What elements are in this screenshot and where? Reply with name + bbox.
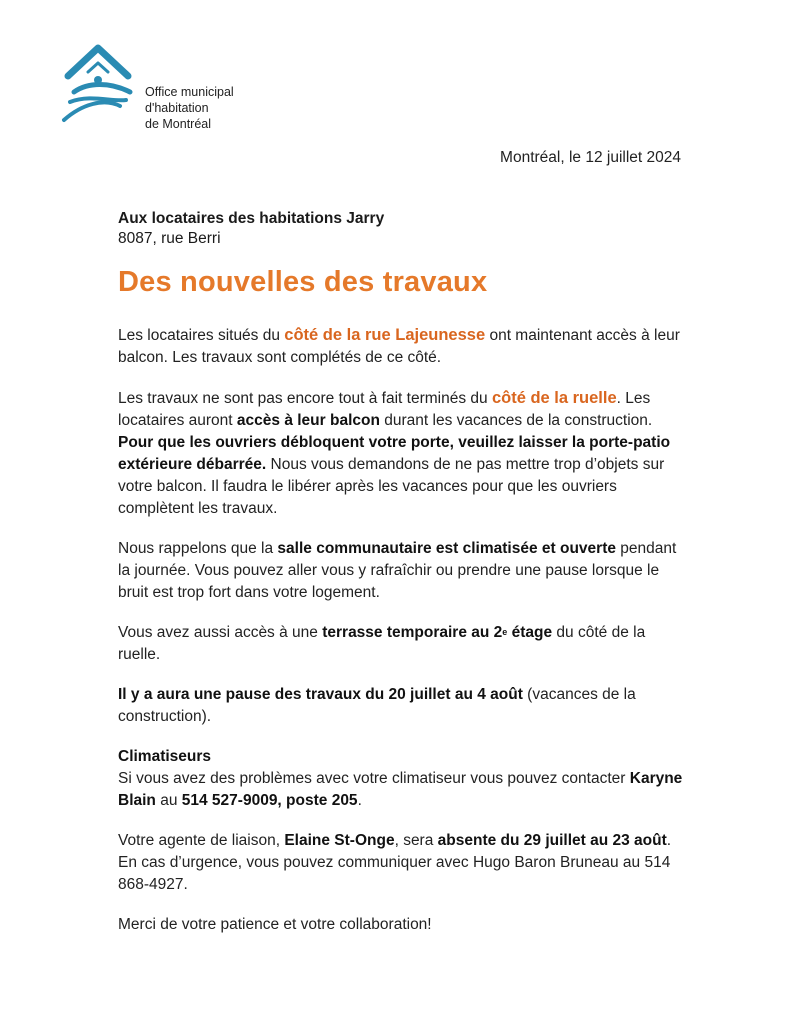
paragraph	[118, 746, 690, 812]
paragraph	[118, 622, 690, 666]
text: .	[357, 792, 362, 809]
bold-text: Pour que les ouvriers débloquent votre porte, veuillez laisser la porte-patio extérieure débarrée.	[118, 434, 671, 473]
recipient-name: Aux locataires des habitations Jarry	[118, 210, 385, 227]
text: . Les locataires auront	[118, 390, 651, 429]
paragraph	[118, 538, 690, 604]
paragraph	[118, 684, 690, 728]
omhm-logo-icon	[60, 42, 136, 126]
bold-text: accès à leur balcon	[236, 412, 380, 429]
recipient-address: 8087, rue Berri	[118, 230, 221, 247]
page-title: Des nouvelles des travaux	[118, 266, 488, 298]
text: du côté de la ruelle.	[118, 624, 646, 663]
org-line: d'habitation	[145, 101, 209, 115]
text: Nous vous demandons de ne pas mettre trop d’objets sur votre balcon. Il faudra le libérer après les vacances pour que les ouvriers complètent les travaux.	[118, 456, 665, 517]
bold-text	[322, 624, 552, 641]
text: Votre agente de liaison,	[118, 832, 285, 849]
text: Les travaux ne sont pas encore tout à fait terminés du	[118, 390, 492, 407]
superscript: e	[502, 627, 508, 637]
bold-text: Karyne Blain	[118, 770, 683, 809]
text: terrasse temporaire au 2	[322, 624, 503, 641]
section-heading: Climatiseurs	[118, 748, 212, 765]
text: pendant la journée. Vous pouvez aller vous y rafraîchir ou prendre une pause lorsque le bruit est trop fort dans votre logement.	[118, 540, 677, 601]
recipient-block	[118, 209, 384, 249]
bold-text: 514 527-9009, poste 205	[181, 792, 358, 809]
paragraph	[118, 387, 690, 520]
bold-text: Elaine St-Onge	[284, 832, 395, 849]
highlight-text: côté de la rue Lajeunesse	[284, 326, 486, 344]
text: durant les vacances de la construction.	[379, 412, 653, 429]
text: . En cas d’urgence, vous pouvez communiquer avec Hugo Baron Bruneau au 514 868-4927.	[118, 832, 672, 893]
org-line: de Montréal	[145, 117, 212, 131]
text: étage	[507, 624, 553, 641]
text: au	[155, 792, 182, 809]
paragraph	[118, 324, 690, 369]
letter-body	[118, 324, 690, 954]
closing-line: Merci de votre patience et votre collaboration!	[118, 916, 432, 933]
organization-name	[145, 84, 234, 132]
text: , sera	[394, 832, 438, 849]
org-line: Office municipal	[145, 85, 234, 99]
bold-text: salle communautaire est climatisée et ouverte	[277, 540, 616, 557]
bold-text: absente du 29 juillet au 23 août	[437, 832, 667, 849]
highlight-text: côté de la ruelle	[491, 389, 617, 407]
text: Nous rappelons que la	[118, 540, 278, 557]
text: ont maintenant accès à leur balcon. Les travaux sont complétés de ce côté.	[118, 327, 680, 366]
paragraph	[118, 830, 690, 896]
bold-text: Il y a aura une pause des travaux du 20 juillet au 4 août	[118, 686, 523, 703]
text: Vous avez aussi accès à une	[118, 624, 323, 641]
text: (vacances de la construction).	[118, 686, 636, 725]
letter-date: Montréal, le 12 juillet 2024	[500, 149, 681, 166]
text: Les locataires situés du	[118, 327, 285, 344]
text: Si vous avez des problèmes avec votre climatiseur vous pouvez contacter	[118, 770, 630, 787]
